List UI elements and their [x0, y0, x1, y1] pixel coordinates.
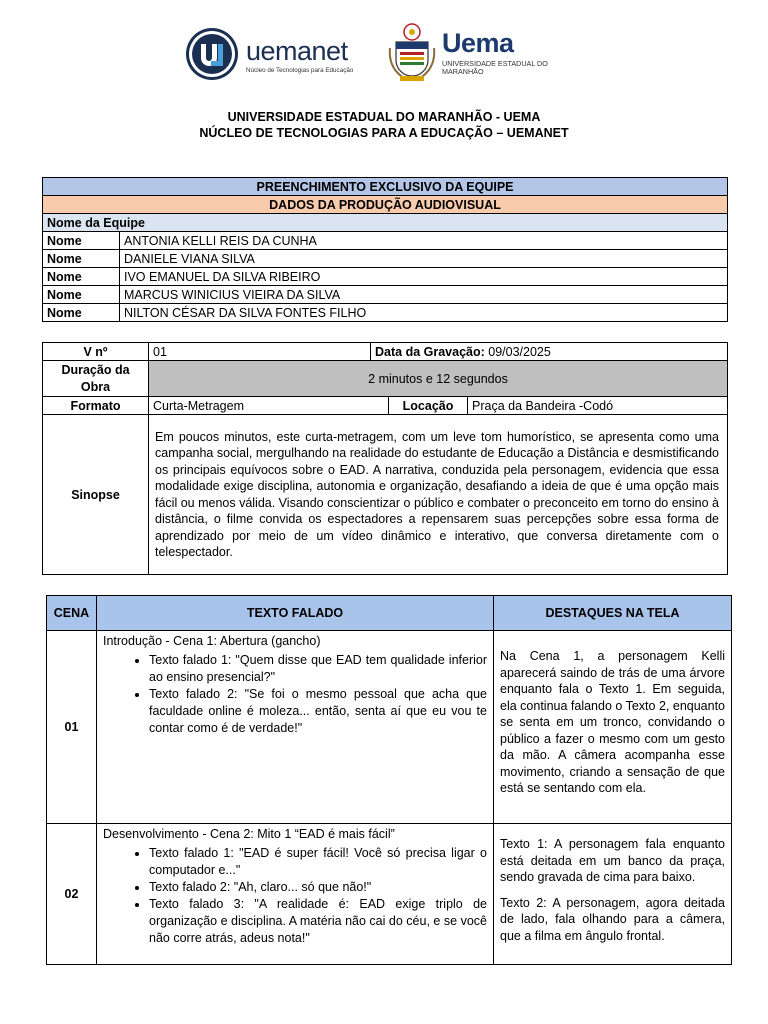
scene-number: 02 [47, 824, 97, 965]
location-label: Locação [389, 397, 468, 415]
member-row [43, 250, 728, 268]
duration-label: Duração da Obra [43, 361, 149, 397]
recording-date-cell [371, 343, 728, 361]
recording-date-value: 09/03/2025 [488, 344, 551, 359]
spoken-text-column-header: TEXTO FALADO [97, 596, 494, 631]
spoken-line: • Texto falado 2: "Ah, claro... só que não!" [149, 879, 487, 896]
nucleus-title: NÚCLEO DE TECNOLOGIAS PARA A EDUCAÇÃO – UEMANET [199, 126, 569, 140]
member-name: MARCUS WINICIUS VIEIRA DA SILVA [120, 286, 728, 304]
institution-title: UNIVERSIDADE ESTADUAL DO MARANHÃO - UEMA [227, 110, 541, 124]
uema-coat-of-arms-icon [388, 22, 436, 84]
member-name: IVO EMANUEL DA SILVA RIBEIRO [120, 268, 728, 286]
production-table [42, 342, 728, 575]
duration-value: 2 minutos e 12 segundos [149, 361, 728, 397]
team-name-header: Nome da Equipe [43, 214, 728, 232]
screen-highlight-text: Texto 2: A personagem, agora deitada de lado, fala olhando para a câmera, que a filma em ângulo frontal. [500, 895, 725, 943]
scene-number: 01 [47, 631, 97, 824]
format-label: Formato [43, 397, 149, 415]
scene-title: Introdução - Cena 1: Abertura (gancho) [103, 634, 321, 648]
member-name: DANIELE VIANA SILVA [120, 250, 728, 268]
screen-highlight-text: Na Cena 1, a personagem Kelli aparecerá saindo de trás de uma árvore enquanto fala o Texto 1. Em seguida, ela continua falando o Texto 2, enquanto se senta em um tronco, convidando o público a fazer o mesmo com um gesto da mão. A câmera acompanha esse movimento, criando a sensação de que está se sentando com ela. [500, 649, 725, 796]
version-value: 01 [149, 343, 371, 361]
member-row [43, 268, 728, 286]
uema-wordmark: Uema [442, 28, 514, 58]
member-label: Nome [43, 268, 120, 286]
uema-subtitle: UNIVERSIDADE ESTADUAL DO MARANHÃO [442, 59, 548, 76]
scene-row [47, 631, 732, 824]
spoken-text-cell [97, 631, 494, 824]
location-value: Praça da Bandeira -Codó [468, 397, 728, 415]
member-label: Nome [43, 250, 120, 268]
scene-title: Desenvolvimento - Cena 2: Mito 1 “EAD é mais fácil” [103, 827, 395, 841]
member-label: Nome [43, 304, 120, 322]
screen-highlights-column-header: DESTAQUES NA TELA [494, 596, 732, 631]
screen-highlight-cell [494, 631, 732, 824]
screen-highlight-cell [494, 824, 732, 965]
member-row [43, 304, 728, 322]
spoken-line: • Texto falado 3: "A realidade é: EAD exige triplo de organização e disciplina. A matéria não cai do céu, e se você não corre atrás, adeus nota!" [149, 896, 487, 947]
member-label: Nome [43, 286, 120, 304]
uemanet-logo [184, 26, 374, 82]
team-band-exclusive: PREENCHIMENTO EXCLUSIVO DA EQUIPE [43, 178, 728, 196]
spoken-line: • Texto falado 1: "Quem disse que EAD tem qualidade inferior ao ensino presencial?" [149, 652, 487, 686]
spoken-text-cell [97, 824, 494, 965]
member-row [43, 286, 728, 304]
spoken-lines-list [103, 652, 487, 737]
scene-column-header: CENA [47, 596, 97, 631]
uemanet-emblem-icon [184, 26, 240, 82]
spoken-line: • Texto falado 1: "EAD é super fácil! Você só precisa ligar o computador e..." [149, 845, 487, 879]
script-table [46, 595, 732, 965]
member-name: NILTON CÉSAR DA SILVA FONTES FILHO [120, 304, 728, 322]
member-name: ANTONIA KELLI REIS DA CUNHA [120, 232, 728, 250]
spoken-line: • Texto falado 2: "Se foi o mesmo pessoal que acha que faculdade online é moleza... então, senta aí que eu vou te contar como é de verdade!" [149, 686, 487, 737]
format-value: Curta-Metragem [149, 397, 389, 415]
scene-row [47, 824, 732, 965]
screen-highlight-text: Texto 1: A personagem fala enquanto está deitada em um banco da praça, sendo gravada de cima para baixo. [500, 837, 725, 884]
logo-bar [0, 22, 768, 86]
team-band-production: DADOS DA PRODUÇÃO AUDIOVISUAL [43, 196, 728, 214]
synopsis-text: Em poucos minutos, este curta-metragem, com um leve tom humorístico, se apresenta como uma campanha social, mergulhando na realidade do estudante de Educação a Distância e desmistificando os principais equívocos sobre o EAD. A narrativa, conduzida pela personagem, evidencia que essa modalidade exige disciplina, autonomia e organização, desafiando a ideia de que é uma opção mais fácil ou menos válida. Visando conscientizar o público e combater o preconceito em torno do ensino à distância, o filme convida os espectadores a repensarem suas percepções sobre essa forma de aprendizado por meio de um vídeo dinâmico e interativo, que conversa diretamente com o telespectador. [149, 415, 728, 575]
team-table [42, 177, 728, 322]
uemanet-subtitle: Núcleo de Tecnologias para Educação [246, 67, 354, 74]
recording-date-label: Data da Gravação: [375, 344, 485, 359]
member-label: Nome [43, 232, 120, 250]
uemanet-wordmark: uemanet [246, 36, 348, 66]
spoken-lines-list [103, 845, 487, 947]
uema-logo [388, 22, 548, 84]
synopsis-label: Sinopse [43, 415, 149, 575]
version-label: V nº [43, 343, 149, 361]
member-row [43, 232, 728, 250]
